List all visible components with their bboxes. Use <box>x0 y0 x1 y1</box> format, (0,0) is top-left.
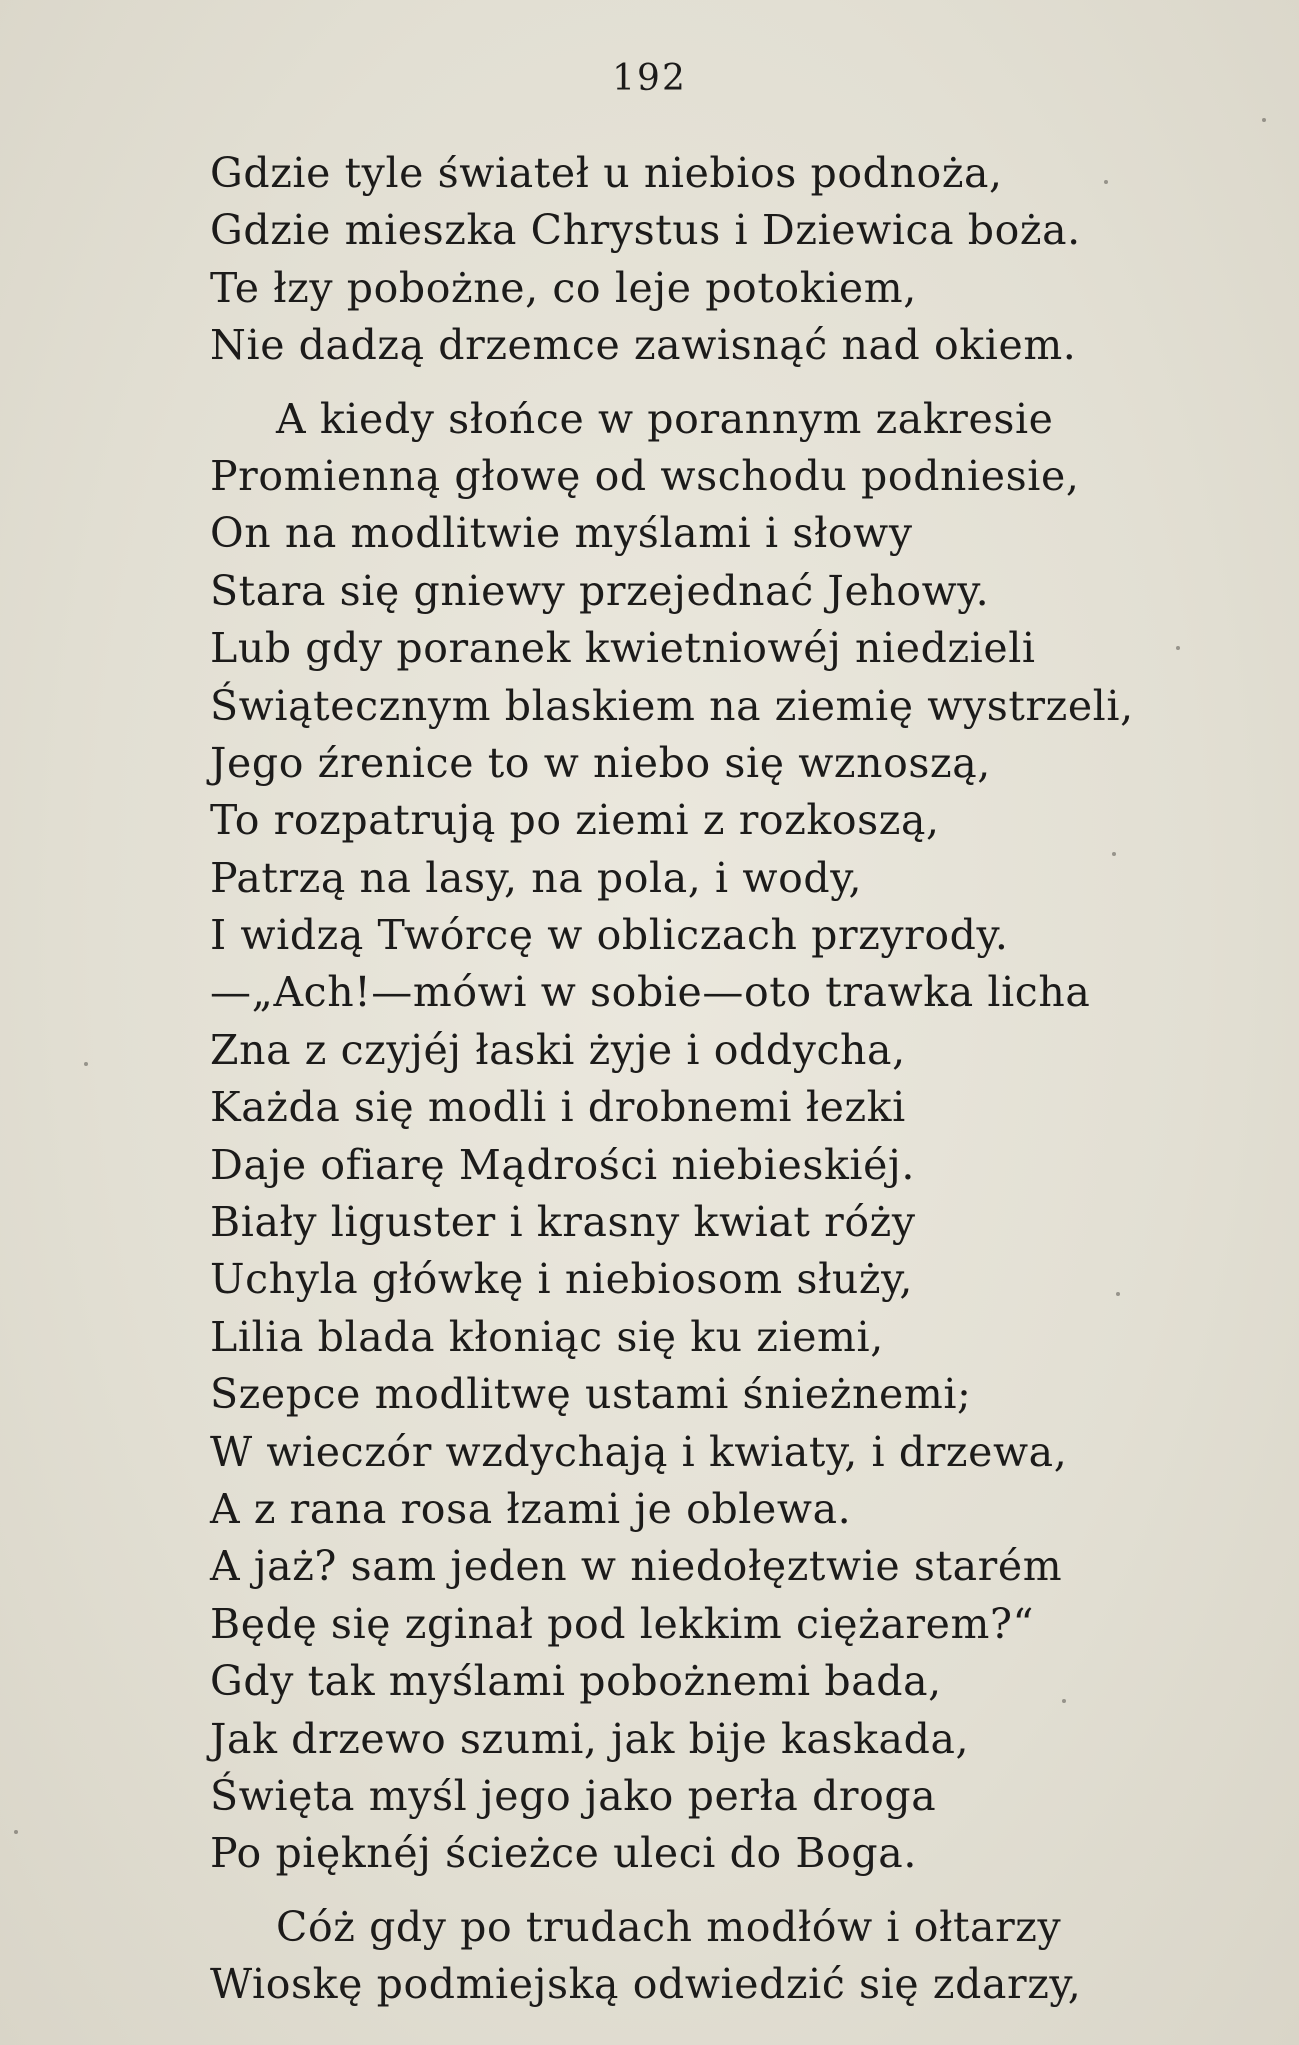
verse-line: Nie dadzą drzemce zawisnąć nad okiem. <box>210 321 1077 370</box>
verse-line: To rozpatrują po ziemi z rozkoszą, <box>210 796 940 845</box>
verse-line: Cóż gdy po trudach modłów i ołtarzy <box>276 1902 1062 1951</box>
verse-line: Te łzy pobożne, co leje potokiem, <box>210 263 917 312</box>
stanza-gap <box>210 1883 1210 1899</box>
paper-speck <box>1176 646 1180 650</box>
verse-line: A kiedy słońce w porannym zakresie <box>276 394 1054 443</box>
verse-line: I widzą Twórcę w obliczach przyrody. <box>210 911 1009 960</box>
verse-line: Lub gdy poranek kwietniowéj niedzieli <box>210 624 1036 673</box>
verse-line: Gdzie tyle świateł u niebios podnoża, <box>210 149 1003 197</box>
paper-speck <box>1262 118 1266 122</box>
verse-line: Gdzie mieszka Chrystus i Dziewica boża. <box>210 206 1081 255</box>
verse-line: Zna z czyjéj łaski żyje i oddycha, <box>210 1025 906 1074</box>
paper-speck <box>84 1062 88 1066</box>
verse-line: Uchyla główkę i niebiosom służy, <box>210 1255 914 1304</box>
verse-line: A jaż? sam jeden w niedołęztwie starém <box>210 1542 1063 1591</box>
verse-line: Jego źrenice to w niebo się wznoszą, <box>210 738 991 787</box>
verse-line: Promienną głowę od wschodu podniesie, <box>210 451 1080 500</box>
verse-line: Po pięknéj ścieżce uleci do Boga. <box>210 1829 917 1878</box>
paper-speck <box>14 1830 18 1834</box>
verse-line: Jak drzewo szumi, jak bije kaskada, <box>210 1714 970 1763</box>
verse-line: Stara się gniewy przejednać Jehowy. <box>210 566 990 615</box>
poem-text <box>210 145 1210 2014</box>
verse-line: On na modlitwie myślami i słowy <box>210 509 913 558</box>
verse-line: Będę się zginał pod lekkim ciężarem?“ <box>210 1599 1035 1648</box>
stanza <box>210 391 1210 1883</box>
verse-line: Świątecznym blaskiem na ziemię wystrzeli, <box>210 681 1134 730</box>
verse-line: Święta myśl jego jako perła droga <box>210 1771 937 1820</box>
stanza <box>210 145 1210 375</box>
paper-speck <box>1104 180 1108 184</box>
verse-line: —„Ach!—mówi w sobie—oto trawka licha <box>210 968 1091 1017</box>
verse-line: Lilia blada kłoniąc się ku ziemi, <box>210 1312 884 1361</box>
stanza <box>210 1899 1210 2014</box>
stanza-gap <box>210 375 1210 391</box>
verse-line: Patrzą na lasy, na pola, i wody, <box>210 853 863 902</box>
verse-line: Gdy tak myślami pobożnemi bada, <box>210 1657 942 1706</box>
paper-speck <box>1112 852 1116 856</box>
verse-line: Biały liguster i krasny kwiat róży <box>210 1198 916 1247</box>
paper-speck <box>1062 1699 1066 1703</box>
verse-line: W wieczór wzdychają i kwiaty, i drzewa, <box>210 1427 1068 1476</box>
page-number: 192 <box>612 58 687 99</box>
verse-line: Szepce modlitwę ustami śnieżnemi; <box>210 1370 972 1419</box>
verse-line: A z rana rosa łzami je oblewa. <box>210 1484 852 1533</box>
verse-line: Daje ofiarę Mądrości niebieskiéj. <box>210 1140 915 1189</box>
verse-line: Wioskę podmiejską odwiedzić się zdarzy, <box>210 1960 1082 2009</box>
verse-line: Każda się modli i drobnemi łezki <box>210 1083 906 1132</box>
paper-speck <box>1116 1292 1120 1296</box>
